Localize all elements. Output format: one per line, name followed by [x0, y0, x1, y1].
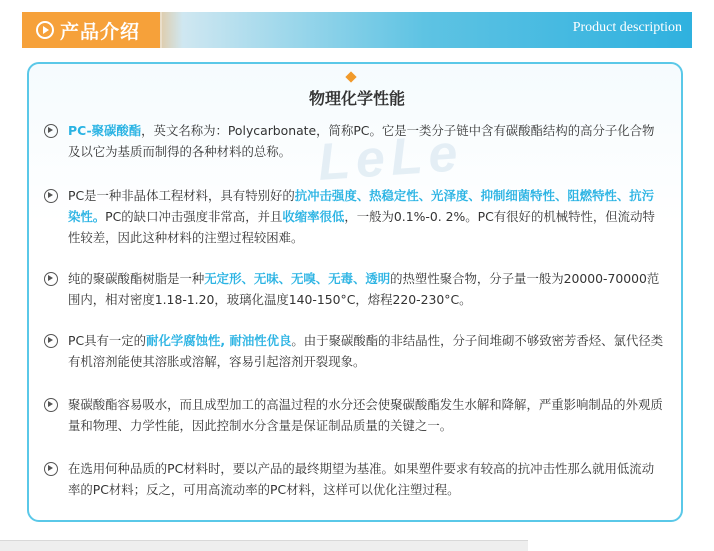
- highlight-text: 无定形、无味、无嗅、无毒、透明: [204, 271, 391, 286]
- paragraph-text: [68, 394, 664, 436]
- paragraph-text: [68, 185, 664, 248]
- paragraph-6: [44, 458, 664, 500]
- body-text: 在选用何种品质的PC材料时，要以产品的最终期望为基准。如果塑件要求有较高的抗冲击性那么就用低流动率的PC材料；反之，可用高流动率的PC材料，这样可以优化注塑过程。: [68, 461, 655, 497]
- horizontal-scrollbar[interactable]: [0, 540, 528, 551]
- body-text: 的热塑性聚合物，分子量一般为20000-70000范围内，相对密度1.18-1.20，玻璃化温度140-150°C，熔程220-230°C。: [68, 271, 660, 307]
- body-text: 聚碳酸酯容易吸水，而且成型加工的高温过程的水分还会使聚碳酸酯发生水解和降解，严重影响制品的外观质量和物理、力学性能，因此控制水分含量是保证制品质量的关键之一。: [68, 397, 663, 433]
- play-circle-icon: [36, 21, 54, 39]
- bullet-icon: [44, 189, 58, 203]
- body-text: PC具有一定的: [68, 333, 147, 348]
- body-text: 。由于聚碳酸酯的非结晶性，分子间堆砌不够致密芳香烃、氯代径类有机溶剂能使其溶胀或溶解，容易引起溶剂开裂现象。: [68, 333, 664, 369]
- body-text: PC的缺口冲击强度非常高，并且: [105, 209, 283, 224]
- paragraph-5: [44, 394, 664, 436]
- bullet-icon: [44, 334, 58, 348]
- highlight-text: 收缩率很低: [282, 209, 345, 224]
- bullet-icon: [44, 124, 58, 138]
- paragraph-text: [68, 268, 664, 310]
- paragraph-text: [68, 330, 664, 372]
- section-title: 物理化学性能: [308, 89, 405, 108]
- bullet-icon: [44, 462, 58, 476]
- header-title: 产品介绍: [60, 20, 141, 43]
- paragraph-3: [44, 268, 664, 310]
- highlight-text: 耐化学腐蚀性, 耐油性优良: [146, 333, 292, 348]
- watermark-logo: LeLe: [316, 124, 466, 192]
- paragraph-2: [44, 185, 664, 248]
- paragraph-text: [68, 120, 664, 162]
- paragraph-4: [44, 330, 664, 372]
- body-text: 纯的聚碳酸酯树脂是一种: [68, 271, 205, 286]
- body-text: ，英文名称为：Polycarbonate，简称PC。它是一类分子链中含有碳酸酯结构的高分子化合物及以它为基质而制得的各种材料的总称。: [68, 123, 655, 159]
- header-tag: [22, 12, 160, 48]
- body-text: PC是一种非晶体工程材料，具有特别好的: [68, 188, 295, 203]
- highlight-text: PC-聚碳酸酯: [68, 123, 142, 138]
- bullet-icon: [44, 272, 58, 286]
- bullet-icon: [44, 398, 58, 412]
- header-subtitle: Product description: [572, 20, 682, 35]
- paragraph-1: [44, 120, 664, 162]
- paragraph-text: [68, 458, 664, 500]
- body-text: ，一般为0.1%-0. 2%。PC有很好的机械特性，但流动特性较差，因此这种材料的注塑过程较困难。: [68, 209, 655, 245]
- highlight-text: 抗冲击强度、热稳定性、光泽度、抑制细菌特性、阻燃特性、抗污染性。: [68, 188, 655, 224]
